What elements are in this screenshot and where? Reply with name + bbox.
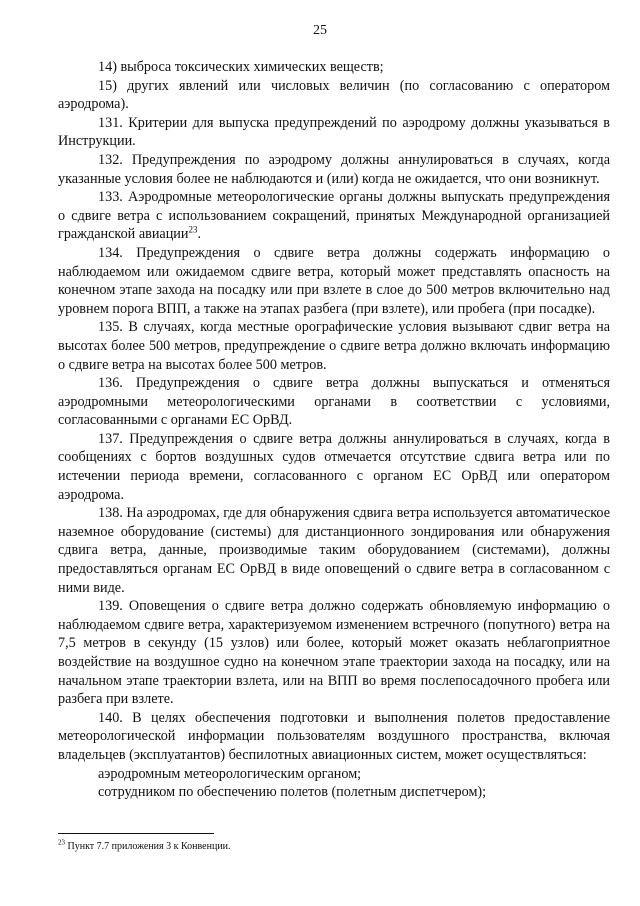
paragraph-138: 138. На аэродромах, где для обнаружения сдвига ветра используется автоматическое наземное оборудование (системы) для дистанционного зондирования или обнаружения сдвига ветра, данные, производимые таким оборудованием (системами), должны предоставляться органам ЕС ОрВД в виде оповещений о сдвиге ветра в согласованном с ними виде.: [58, 505, 610, 596]
paragraph-134: 134. Предупреждения о сдвиге ветра должны содержать информацию о наблюдаемом или ожидаемом сдвиге ветра, который может представлять опасность на конечном этапе захода на посадку или при взлете в слое до 500 метров включительно над уровнем порога ВПП, а также на этапах разбега (при взлете), или пробега (при посадке).: [58, 244, 610, 317]
paragraph-137: 137. Предупреждения о сдвиге ветра должны аннулироваться в случаях, когда в сообщениях с бортов воздушных судов отмечается отсутствие сдвига ветра или по истечении периода времени, согласованного с органом ЕС ОрВД или оператором аэродрома.: [58, 430, 610, 503]
page-number: 25: [313, 23, 327, 38]
footnote-mark: 23: [58, 838, 65, 847]
paragraph-item-15: 15) других явлений или числовых величин (по согласованию с оператором аэродрома).: [58, 77, 610, 113]
footnote-reference: 23: [188, 224, 198, 235]
paragraph-140-option-1: аэродромным метеорологическим органом;: [98, 765, 362, 782]
paragraph-140: 140. В целях обеспечения подготовки и выполнения полетов предоставление метеорологической информации пользователям воздушного пространства, включая владельцев (эксплуатантов) беспилотных авиационных систем, может осуществляться:: [58, 709, 610, 763]
paragraph-item-14: 14) выброса токсических химических веществ;: [98, 59, 384, 75]
paragraph-131: 131. Критерии для выпуска предупреждений по аэродрому должны указываться в Инструкции.: [58, 114, 610, 150]
paragraph-139: 139. Оповещения о сдвиге ветра должно содержать обновляемую информацию о наблюдаемом сдвиге ветра, характеризуемом изменением встречного (попутного) ветра на 7,5 метров в секунду (15 узлов) или более, который может оказать неблагоприятное воздействие на воздушное судно на конечном этапе траектории захода на посадку, или на начальном этапе траектории взлета, или на ВПП во время послепосадочного пробега или разбега при взлете.: [58, 598, 610, 708]
footnote: [58, 840, 610, 854]
footnote-text: Пункт 7.7 приложения 3 к Конвенции.: [65, 841, 231, 852]
body-text: [58, 58, 610, 802]
footnote-divider: [58, 833, 214, 834]
paragraph-136: 136. Предупреждения о сдвиге ветра должны выпускаться и отменяться аэродромными метеорологическими органами в соответствии с условиями, согласованными с органами ЕС ОрВД.: [58, 375, 610, 429]
paragraph-140-option-2: сотрудником по обеспечению полетов (полетным диспетчером);: [98, 784, 487, 801]
paragraph-135: 135. В случаях, когда местные орографические условия вызывают сдвиг ветра на высотах более 500 метров, предупреждение о сдвиге ветра должно включать информацию о сдвиге ветра на высотах более 500 метров.: [58, 319, 610, 373]
paragraph-132: 132. Предупреждения по аэродрому должны аннулироваться в случаях, когда указанные условия более не наблюдаются и (или) когда не ожидается, что они возникнут.: [58, 151, 610, 187]
paragraph-133: 133. Аэродромные метеорологические органы должны выпускать предупреждения о сдвиге ветра с использованием сокращений, принятых Международной организацией гражданской авиации$^{23}$.: [58, 189, 610, 243]
